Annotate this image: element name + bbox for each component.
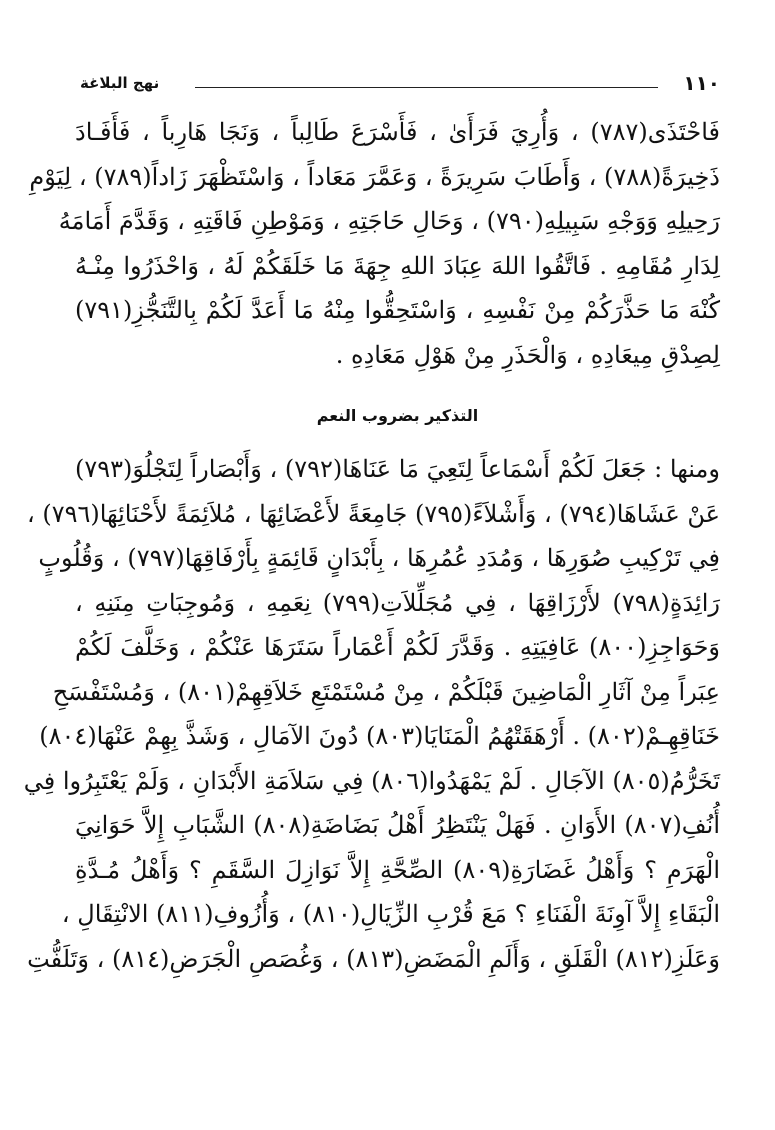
text-line: فَاحْتَذَى(٧٨٧) ، وَأُرِيَ فَرَأَىٰ ، فَأَسْرَعَ طَالِباً ، وَنَجَا هَارِباً ، فَأَفَـادَ (75, 118, 720, 146)
text-line: الْهَرَمِ ؟ وَأَهْلُ غَضَارَةِ(٨٠٩) الصِّحَّةِ إِلاَّ نَوَازِلَ السَّقَمِ ؟ وَأَهْلُ مُـدَّةِ (75, 855, 721, 884)
running-title: نهج البلاغة (80, 74, 160, 92)
text-line: رَائِدَةٍ(٧٩٨) لأَرْزَاقِهَا ، فِي مُجَلِّلاَتِ(٧٩٩) نِعَمِهِ ، وَمُوجِبَاتِ مِنَنِهِ ، (75, 588, 720, 617)
page-header (80, 70, 720, 100)
text-line: فِي تَرْكِيبِ صُوَرِهَا ، وَمُدَدِ عُمُرِهَا ، بِأَبْدَانٍ قَائِمَةٍ بِأَرْفَاقِهَا(٧٩٧) ، وَقُلُوبٍ (38, 544, 720, 572)
text-line: وَحَوَاجِزِ(٨٠٠) عَافِيَتِهِ . وَقَدَّرَ لَكُمْ أَعْمَاراً سَتَرَهَا عَنْكُمْ ، وَخَلَّفَ لَكُمْ (75, 633, 720, 661)
text-line: عَنْ عَشَاهَا(٧٩٤) ، وَأَشْلاَءً(٧٩٥) جَامِعَةً لأَعْضَائِهَا ، مُلاَئِمَةً لأَحْنَائِهَا(٧٩٦) ، (26, 499, 720, 528)
text-line: لِدَارِ مُقَامِهِ . فَاتَّقُوا اللهَ عِبَادَ اللهِ جِهَةَ مَا خَلَقَكُمْ لَهُ ، وَاحْذَرُوا مِنْـهُ (75, 251, 720, 280)
text-line: خَنَاقِهِـمْ(٨٠٢) . أَرْهَقَتْهُمُ الْمَنَايَا(٨٠٣) دُونَ الآمَالِ ، وَشَذَّ بِهِمْ عَنْهَا(٨٠٤) (39, 722, 720, 750)
section-heading: التذكير بضروب النعم (316, 406, 479, 425)
text-line: رَحِيلِهِ وَوَجْهِ سَبِيلِهِ(٧٩٠) ، وَحَالِ حَاجَتِهِ ، وَمَوْطِنِ فَاقَتِهِ ، وَقَدَّمَ أَمَامَهُ (58, 207, 720, 235)
text-line: الْبَقَاءِ إِلاَّ آوِنَةَ الْفَنَاءِ ؟ مَعَ قُرْبِ الزِّيَالِ(٨١٠) ، وَأُزُوفِ(٨١١) الانْتِقَالِ ، (61, 900, 720, 928)
text-line: لِصِدْقِ مِيعَادِهِ ، وَالْحَذَرِ مِنْ هَوْلِ مَعَادِهِ . (335, 340, 720, 369)
text-line: تَخَرُّمُ(٨٠٥) الآجَالِ . لَمْ يَمْهَدُوا(٨٠٦) فِي سَلاَمَةِ الأَبْدَانِ ، وَلَمْ يَعْتَبِرُوا فِي (23, 766, 720, 795)
text-line: عِبَراً مِنْ آثَارِ الْمَاضِينَ قَبْلَكُمْ ، مِنْ مُسْتَمْتَعِ خَلاَقِهِمْ(٨٠١) ، وَمُسْتَفْسَحِ (52, 677, 720, 706)
text-line: كُنْهَ مَا حَذَّرَكُمْ مِنْ نَفْسِهِ ، وَاسْتَحِقُّوا مِنْهُ مَا أَعَدَّ لَكُمْ بِالتَّنَجُّزِ(٧٩١) (75, 296, 720, 324)
page-number: ١١٠ (683, 71, 720, 95)
paragraph-2 (23, 447, 721, 981)
text-line: ذَخِيرَةً(٧٨٨) ، وَأَطَابَ سَرِيرَةً ، وَعَمَّرَ مَعَاداً ، وَاسْتَظْهَرَ زَاداً(٧٨٩) ، لِيَوْمِ (29, 162, 720, 191)
text-line: ومنها : جَعَلَ لَكُمْ أَسْمَاعاً لِتَعِيَ مَا عَنَاهَا(٧٩٢) ، وَأَبْصَاراً لِتَجْلُوَ(٧٩٣) (75, 455, 720, 483)
header-rule (195, 87, 658, 88)
paragraph-1 (29, 110, 720, 377)
text-line: أُنُفِ(٨٠٧) الأَوَانِ . فَهَلْ يَنْتَظِرُ أَهْلُ بَضَاضَةِ(٨٠٨) الشَّبَابِ إِلاَّ حَوَانِيَ (75, 811, 720, 839)
text-line: وَعَلَزِ(٨١٢) الْقَلَقِ ، وَأَلَمِ الْمَضَضِ(٨١٣) ، وَغُصَصِ الْجَرَضِ(٨١٤) ، وَتَلَفُّتِ (27, 944, 720, 973)
